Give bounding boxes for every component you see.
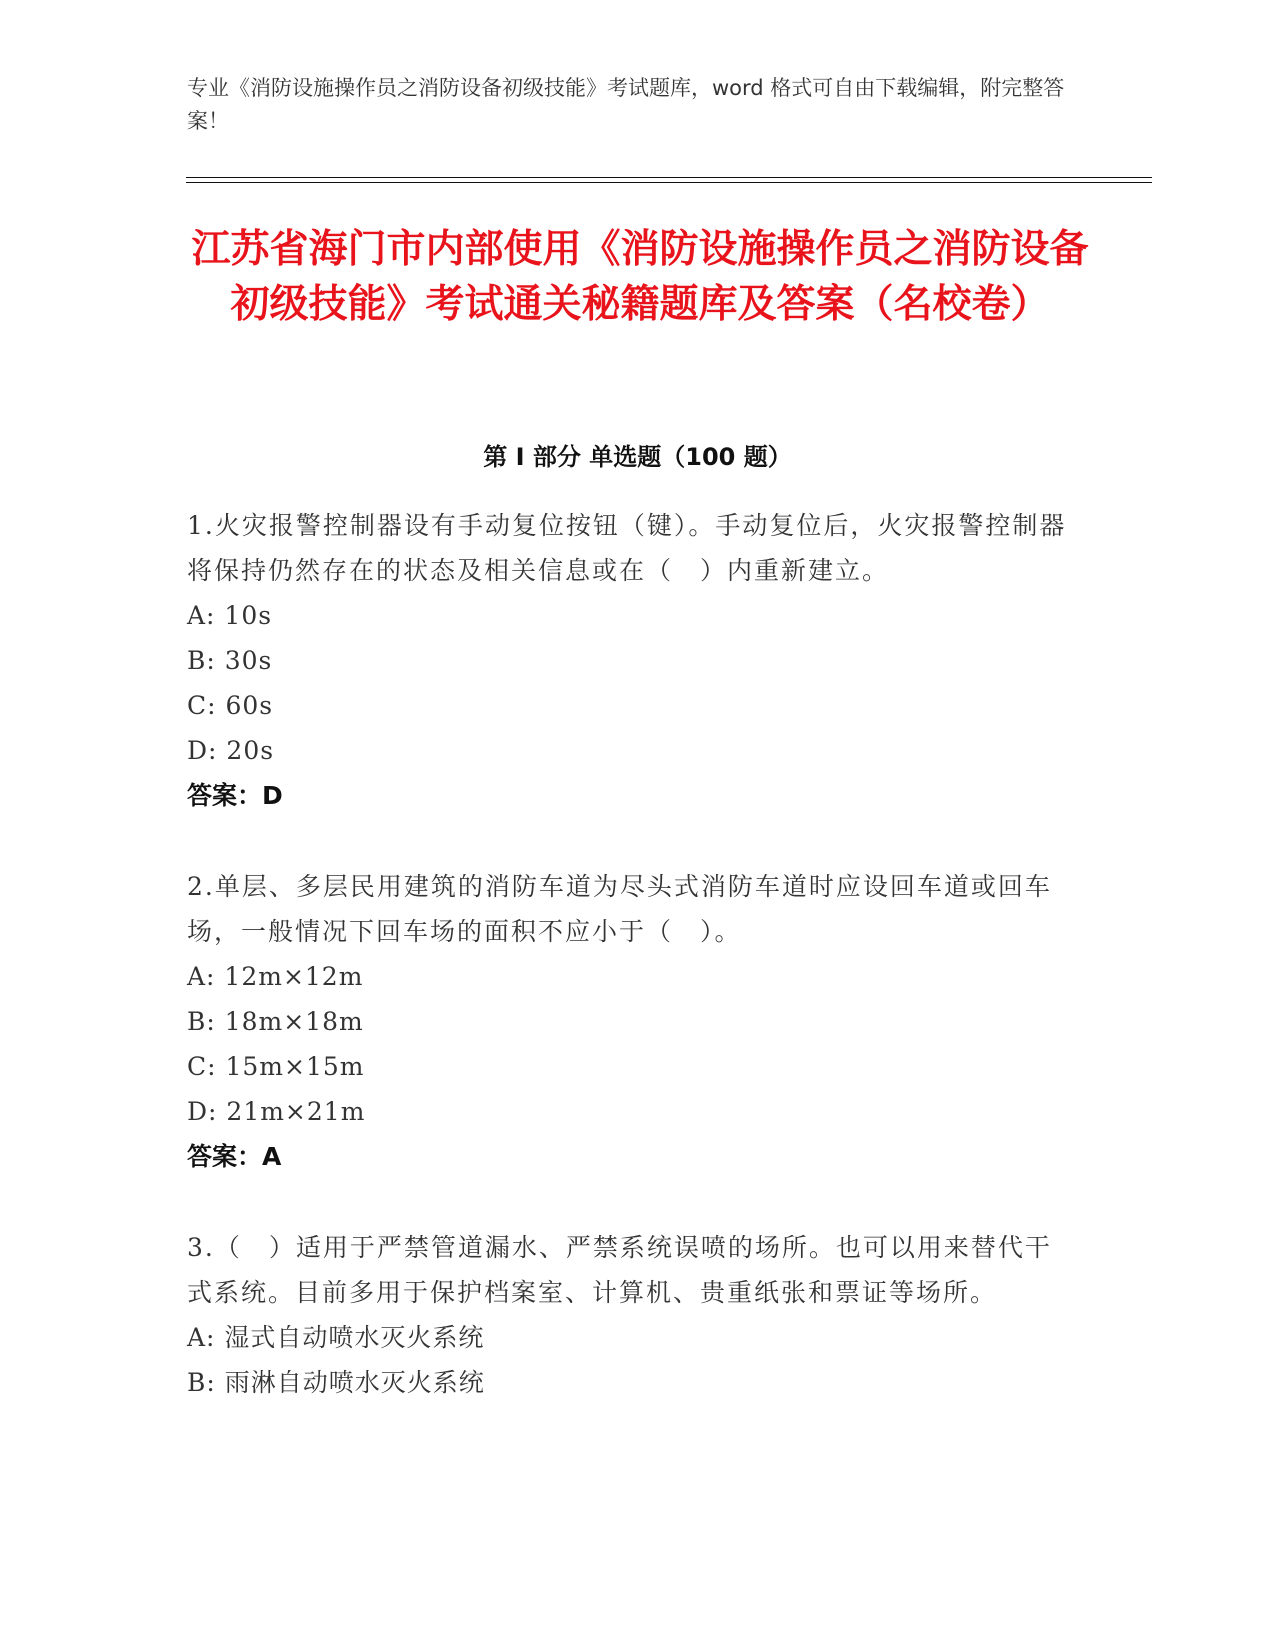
question-3 (187, 1225, 1067, 1405)
header-rule-top (186, 177, 1152, 178)
question-stem: 1.火灾报警控制器设有手动复位按钮（键）。手动复位后，火灾报警控制器将保持仍然存在的状态及相关信息或在（ ）内重新建立。 (187, 511, 1067, 585)
document-title: 江苏省海门市内部使用《消防设施操作员之消防设备初级技能》考试通关秘籍题库及答案（名校卷） (191, 227, 1089, 327)
option-a: A: 12m×12m (187, 962, 364, 991)
question-1 (187, 503, 1067, 818)
header-rule-bottom (186, 182, 1152, 183)
option-a: A: 10s (187, 601, 273, 630)
question-stem: 3.（ ）适用于严禁管道漏水、严禁系统误喷的场所。也可以用来替代干式系统。目前多用于保护档案室、计算机、贵重纸张和票证等场所。 (187, 1233, 1052, 1307)
header-note: 专业《消防设施操作员之消防设备初级技能》考试题库，word 格式可自由下载编辑，附完整答案！ (187, 76, 1065, 133)
option-b: B: 雨淋自动喷水灭火系统 (187, 1368, 485, 1397)
option-c: C: 15m×15m (187, 1052, 365, 1081)
question-2 (187, 864, 1067, 1179)
answer: 答案：D (187, 781, 283, 810)
option-d: D: 20s (187, 736, 275, 765)
option-a: A: 湿式自动喷水灭火系统 (187, 1323, 485, 1352)
section-title: 第 I 部分 单选题（100 题） (483, 443, 792, 471)
question-stem: 2.单层、多层民用建筑的消防车道为尽头式消防车道时应设回车道或回车场，一般情况下回车场的面积不应小于（ ）。 (187, 872, 1052, 946)
option-d: D: 21m×21m (187, 1097, 366, 1126)
option-b: B: 18m×18m (187, 1007, 364, 1036)
answer: 答案：A (187, 1142, 282, 1171)
option-c: C: 60s (187, 691, 274, 720)
option-b: B: 30s (187, 646, 273, 675)
